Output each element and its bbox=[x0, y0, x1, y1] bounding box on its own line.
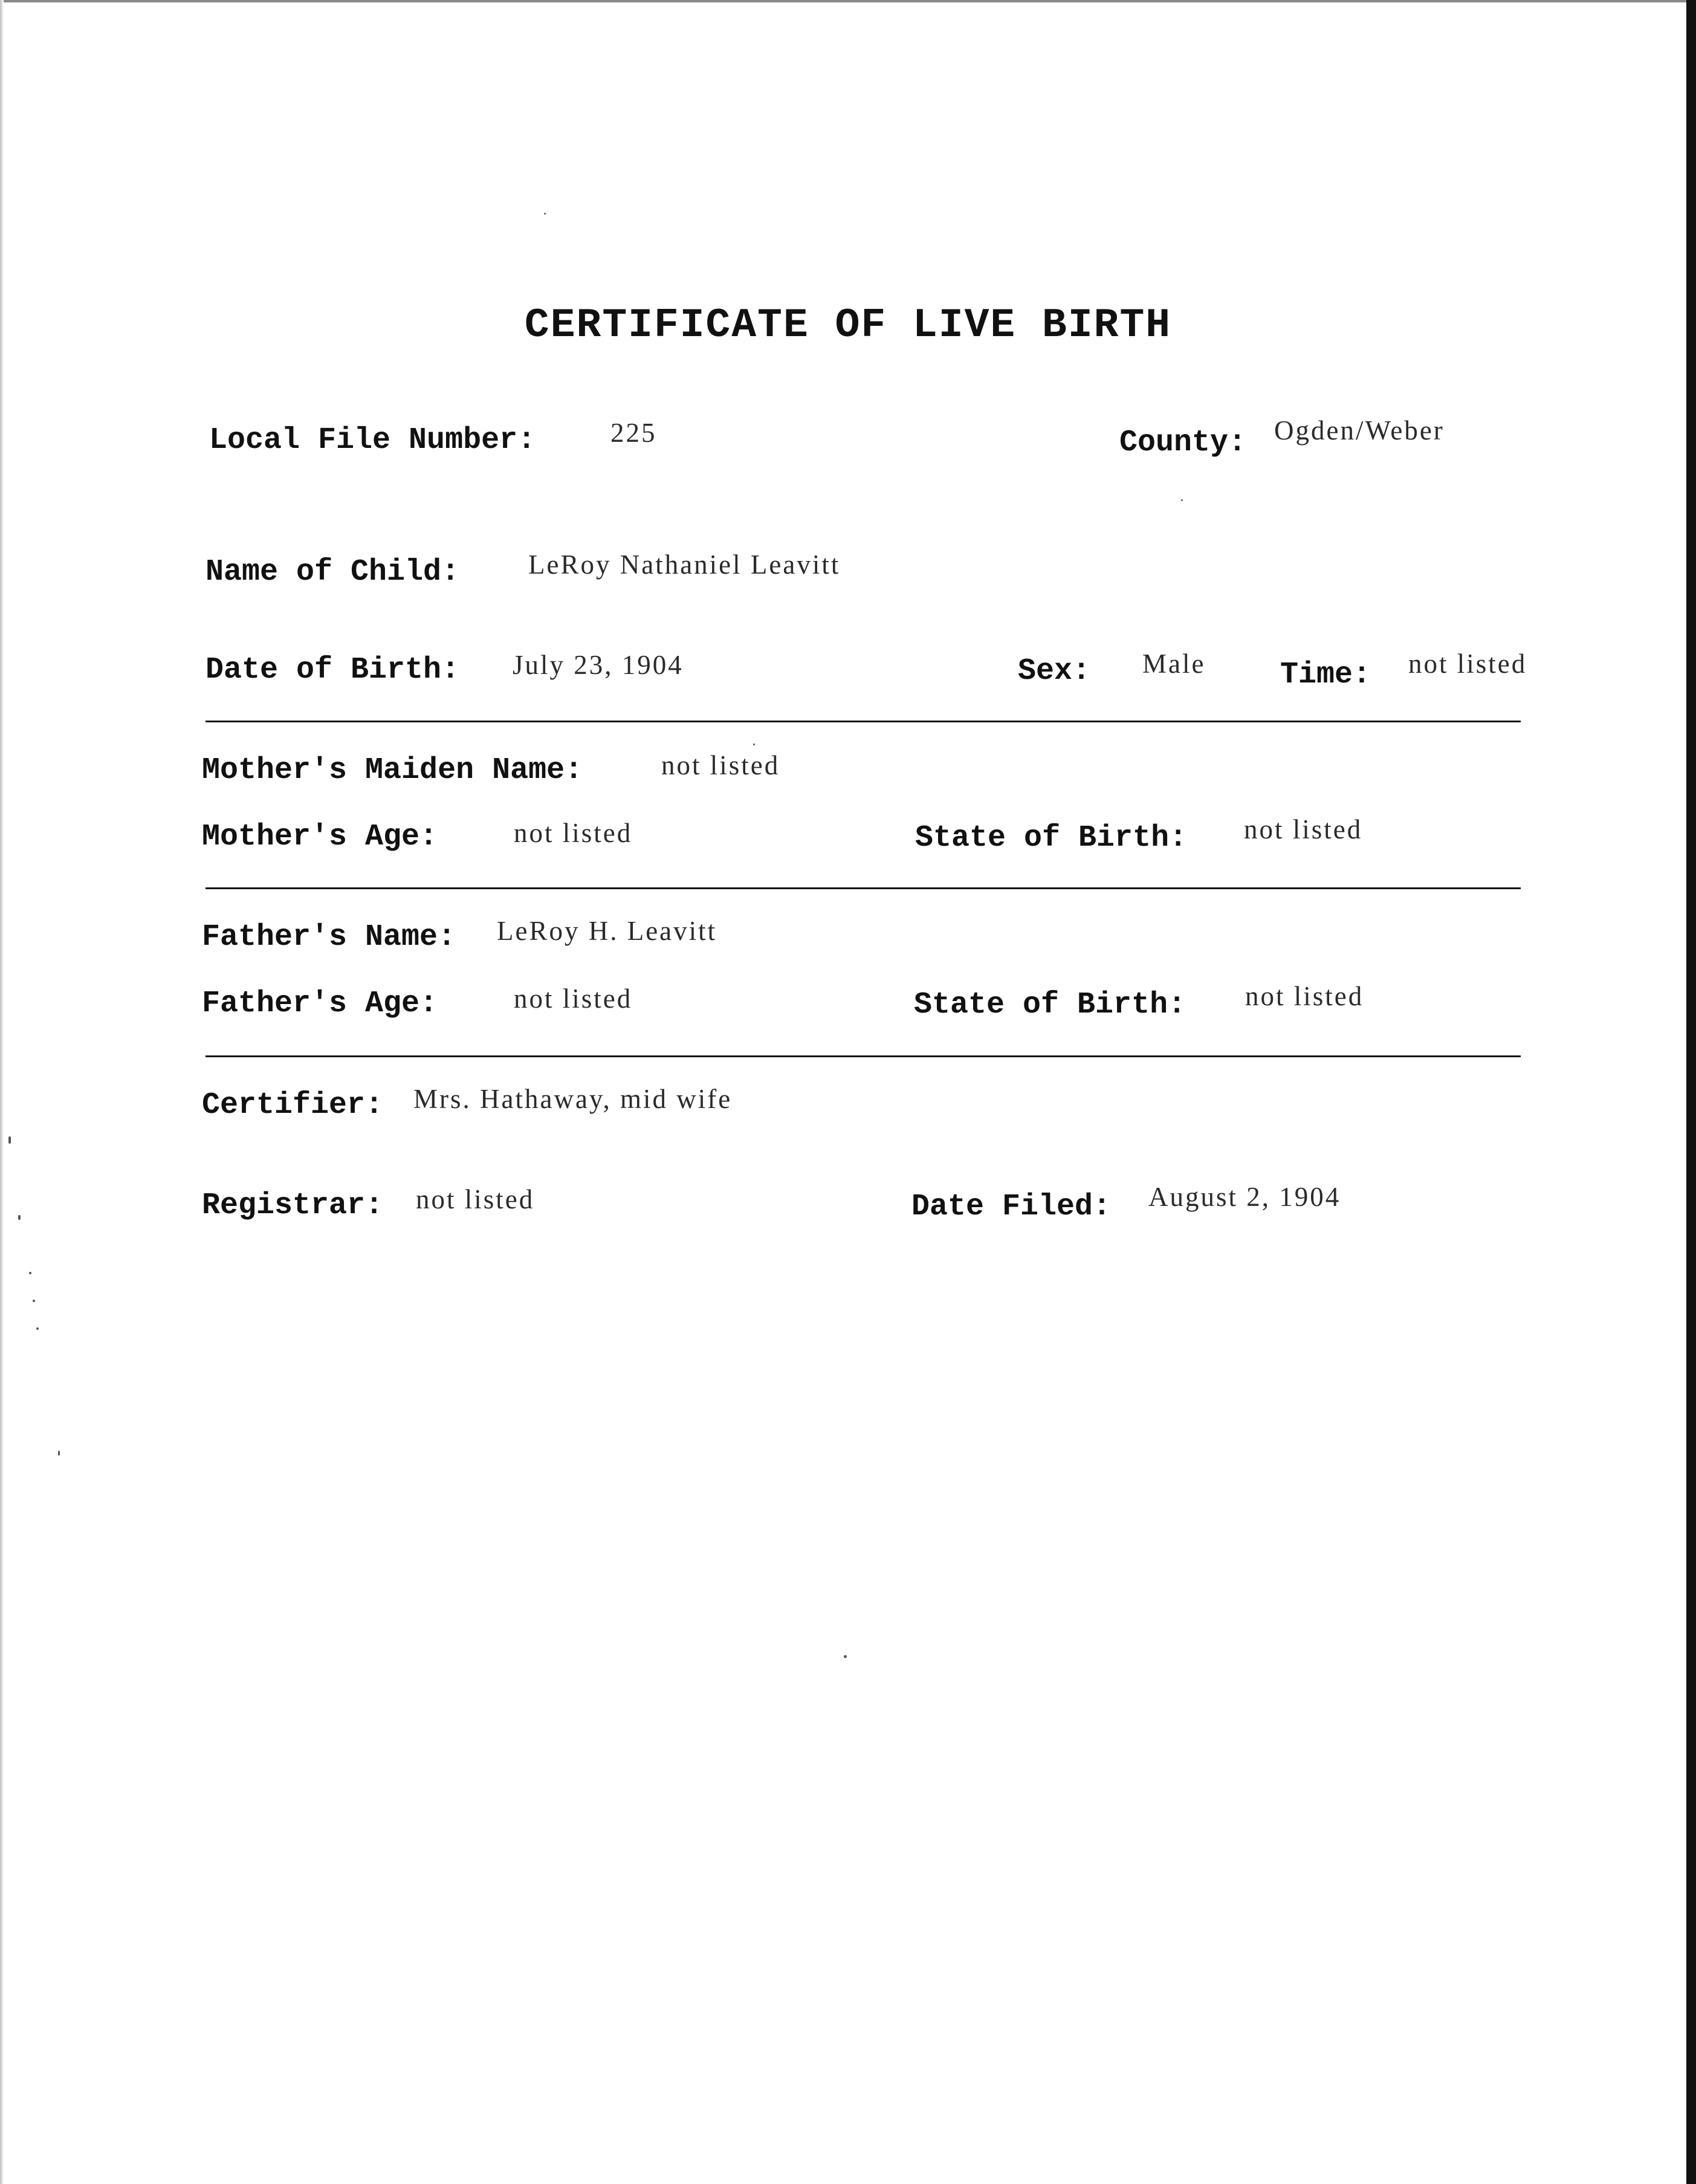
county-value: Ogden/Weber bbox=[1274, 415, 1445, 446]
fathers-name-label: Father's Name: bbox=[202, 920, 456, 954]
fathers-state-of-birth-value: not listed bbox=[1245, 981, 1364, 1011]
scan-speck bbox=[58, 1451, 60, 1456]
fathers-age-label: Father's Age: bbox=[202, 987, 438, 1021]
sex-value: Male bbox=[1142, 649, 1206, 679]
document-title: CERTIFICATE OF LIVE BIRTH bbox=[524, 302, 1172, 349]
mothers-state-of-birth-label: State of Birth: bbox=[915, 821, 1188, 855]
scan-edge-top bbox=[0, 0, 1696, 2]
name-of-child-value: LeRoy Nathaniel Leavitt bbox=[528, 549, 841, 580]
scan-speck bbox=[18, 1215, 21, 1220]
name-of-child-label: Name of Child: bbox=[206, 555, 460, 589]
scan-speck bbox=[1181, 499, 1183, 501]
fathers-name-value: LeRoy H. Leavitt bbox=[497, 916, 717, 946]
date-filed-label: Date Filed: bbox=[911, 1190, 1112, 1224]
divider-line bbox=[206, 1055, 1521, 1057]
scan-speck bbox=[8, 1136, 11, 1144]
local-file-number-label: Local File Number: bbox=[209, 423, 536, 458]
registrar-label: Registrar: bbox=[202, 1188, 384, 1223]
scan-speck bbox=[844, 1655, 847, 1658]
date-of-birth-label: Date of Birth: bbox=[206, 653, 460, 687]
date-of-birth-value: July 23, 1904 bbox=[513, 650, 684, 680]
divider-line bbox=[206, 721, 1521, 722]
mothers-age-label: Mother's Age: bbox=[202, 820, 438, 854]
scan-speck bbox=[33, 1300, 35, 1302]
scan-speck bbox=[544, 213, 546, 215]
certifier-value: Mrs. Hathaway, mid wife bbox=[413, 1084, 733, 1114]
mothers-maiden-name-value: not listed bbox=[661, 750, 780, 780]
sex-label: Sex: bbox=[1018, 654, 1091, 689]
county-label: County: bbox=[1119, 426, 1247, 460]
registrar-value: not listed bbox=[416, 1184, 535, 1214]
certifier-label: Certifier: bbox=[202, 1088, 384, 1123]
fathers-age-value: not listed bbox=[514, 983, 633, 1014]
local-file-number-value: 225 bbox=[610, 418, 657, 448]
mothers-age-value: not listed bbox=[514, 818, 633, 848]
scan-speck bbox=[29, 1272, 31, 1274]
divider-line bbox=[206, 887, 1521, 889]
time-label: Time: bbox=[1280, 658, 1371, 692]
mothers-state-of-birth-value: not listed bbox=[1244, 814, 1363, 844]
date-filed-value: August 2, 1904 bbox=[1148, 1182, 1341, 1212]
scan-speck bbox=[753, 744, 755, 745]
fathers-state-of-birth-label: State of Birth: bbox=[914, 988, 1186, 1022]
scan-speck bbox=[36, 1327, 39, 1330]
time-value: not listed bbox=[1408, 649, 1527, 679]
mothers-maiden-name-label: Mother's Maiden Name: bbox=[202, 753, 583, 788]
